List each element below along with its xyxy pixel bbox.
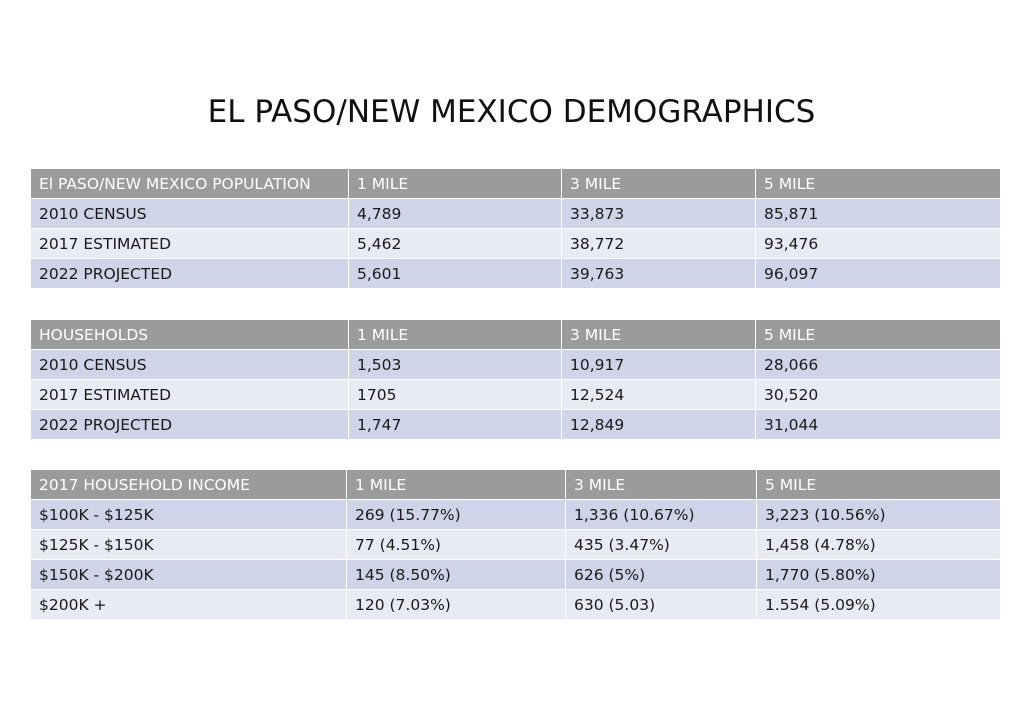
header-cell-3-mile: 3 MILE xyxy=(566,470,757,500)
cell-3-mile: 38,772 xyxy=(562,229,756,259)
table-row xyxy=(31,259,1000,289)
row-label: 2022 PROJECTED xyxy=(31,259,349,289)
cell-5-mile: 30,520 xyxy=(756,380,1000,410)
cell-1-mile: 5,462 xyxy=(349,229,562,259)
row-label: $150K - $200K xyxy=(31,560,347,590)
cell-5-mile: 96,097 xyxy=(756,259,1000,289)
header-cell-3-mile: 3 MILE xyxy=(562,169,756,199)
household-income-table xyxy=(31,470,1000,620)
header-cell-3-mile: 3 MILE xyxy=(562,320,756,350)
table-row xyxy=(31,380,1000,410)
table-row xyxy=(31,530,1000,560)
table-header-row xyxy=(31,169,1000,199)
table-header-row xyxy=(31,470,1000,500)
table-row xyxy=(31,229,1000,259)
cell-5-mile: 3,223 (10.56%) xyxy=(757,500,1000,530)
header-cell-1-mile: 1 MILE xyxy=(349,320,562,350)
cell-3-mile: 39,763 xyxy=(562,259,756,289)
cell-5-mile: 1,770 (5.80%) xyxy=(757,560,1000,590)
cell-3-mile: 1,336 (10.67%) xyxy=(566,500,757,530)
table-row xyxy=(31,350,1000,380)
row-label: $200K + xyxy=(31,590,347,620)
table-row xyxy=(31,590,1000,620)
row-label: 2017 ESTIMATED xyxy=(31,380,349,410)
table-row xyxy=(31,500,1000,530)
table-row xyxy=(31,560,1000,590)
table-row xyxy=(31,199,1000,229)
page-title: EL PASO/NEW MEXICO DEMOGRAPHICS xyxy=(207,94,816,130)
header-cell-label: HOUSEHOLDS xyxy=(31,320,349,350)
cell-1-mile: 77 (4.51%) xyxy=(347,530,566,560)
cell-5-mile: 1.554 (5.09%) xyxy=(757,590,1000,620)
row-label: 2010 CENSUS xyxy=(31,350,349,380)
cell-5-mile: 28,066 xyxy=(756,350,1000,380)
cell-3-mile: 12,849 xyxy=(562,410,756,440)
header-cell-5-mile: 5 MILE xyxy=(756,320,1000,350)
header-cell-label: 2017 HOUSEHOLD INCOME xyxy=(31,470,347,500)
cell-5-mile: 1,458 (4.78%) xyxy=(757,530,1000,560)
cell-1-mile: 1705 xyxy=(349,380,562,410)
cell-1-mile: 269 (15.77%) xyxy=(347,500,566,530)
cell-5-mile: 31,044 xyxy=(756,410,1000,440)
cell-3-mile: 10,917 xyxy=(562,350,756,380)
cell-1-mile: 5,601 xyxy=(349,259,562,289)
cell-1-mile: 120 (7.03%) xyxy=(347,590,566,620)
cell-3-mile: 435 (3.47%) xyxy=(566,530,757,560)
cell-3-mile: 630 (5.03) xyxy=(566,590,757,620)
cell-1-mile: 4,789 xyxy=(349,199,562,229)
row-label: 2017 ESTIMATED xyxy=(31,229,349,259)
cell-3-mile: 12,524 xyxy=(562,380,756,410)
header-cell-5-mile: 5 MILE xyxy=(757,470,1000,500)
cell-1-mile: 1,503 xyxy=(349,350,562,380)
cell-3-mile: 626 (5%) xyxy=(566,560,757,590)
header-cell-1-mile: 1 MILE xyxy=(347,470,566,500)
cell-3-mile: 33,873 xyxy=(562,199,756,229)
row-label: 2022 PROJECTED xyxy=(31,410,349,440)
cell-1-mile: 1,747 xyxy=(349,410,562,440)
cell-5-mile: 93,476 xyxy=(756,229,1000,259)
table-header-row xyxy=(31,320,1000,350)
households-table xyxy=(31,320,1000,440)
row-label: $125K - $150K xyxy=(31,530,347,560)
header-cell-1-mile: 1 MILE xyxy=(349,169,562,199)
row-label: $100K - $125K xyxy=(31,500,347,530)
cell-5-mile: 85,871 xyxy=(756,199,1000,229)
population-table xyxy=(31,169,1000,289)
row-label: 2010 CENSUS xyxy=(31,199,349,229)
header-cell-label: El PASO/NEW MEXICO POPULATION xyxy=(31,169,349,199)
table-row xyxy=(31,410,1000,440)
header-cell-5-mile: 5 MILE xyxy=(756,169,1000,199)
cell-1-mile: 145 (8.50%) xyxy=(347,560,566,590)
